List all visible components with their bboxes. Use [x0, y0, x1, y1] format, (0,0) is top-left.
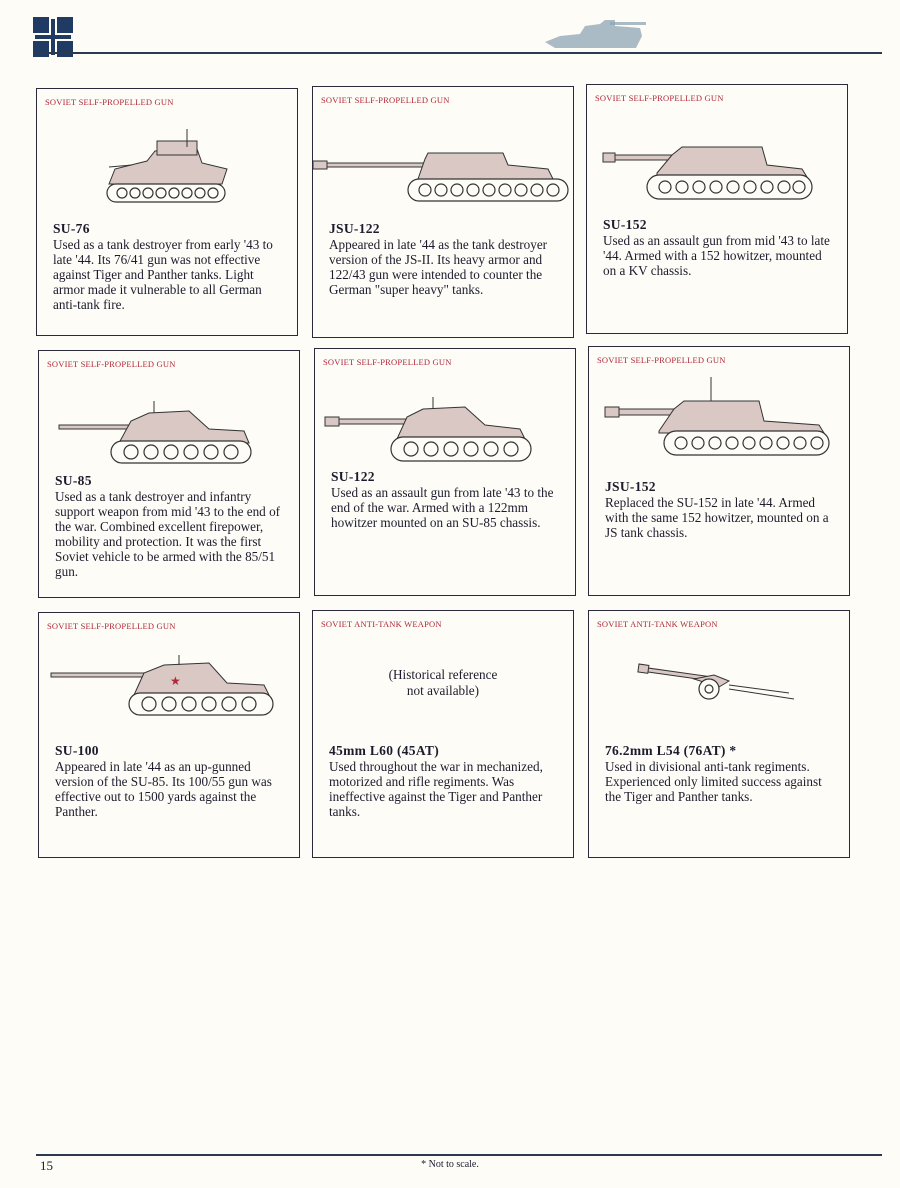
card-category: SOVIET SELF-PROPELLED GUN	[47, 359, 176, 369]
card-name: 45mm L60 (45AT)	[329, 743, 439, 758]
card-name: SU-122	[331, 469, 375, 484]
card-category: SOVIET SELF-PROPELLED GUN	[323, 357, 452, 367]
card-description: Used as a tank destroyer from early '43 to late '44. Its 76/41 gun was not effective against Tiger and Panther tanks. Light armor made it vulnerable to all German anti-tank fire.	[53, 237, 273, 312]
tank-silhouette-icon	[540, 14, 650, 54]
footer-rule	[36, 1154, 882, 1156]
card-description: Used in divisional anti-tank regiments. Experienced only limited success against the Tiger and Panther tanks.	[605, 759, 822, 804]
historical-reference-placeholder: (Historical reference not available)	[388, 667, 498, 698]
jsu-122-illustration	[313, 87, 575, 217]
iron-cross-icon	[33, 17, 73, 57]
header-rule	[36, 52, 882, 54]
su-85-illustration	[39, 351, 301, 481]
su-152-illustration	[587, 85, 849, 215]
jsu-152-illustration	[589, 347, 851, 477]
card-jsu-122	[312, 86, 574, 338]
card-name: JSU-152	[605, 479, 656, 494]
footnote: * Not to scale.	[421, 1159, 479, 1170]
76mm-at-gun-illustration	[589, 611, 851, 741]
card-name: SU-76	[53, 221, 90, 236]
su-122-illustration	[315, 349, 577, 479]
card-su-152	[586, 84, 848, 334]
card-name: JSU-122	[329, 221, 380, 236]
card-category: SOVIET ANTI-TANK WEAPON	[597, 619, 718, 629]
card-su-85	[38, 350, 300, 598]
su-100-illustration	[39, 613, 301, 743]
card-description: Used as a tank destroyer and infantry support weapon from mid '43 to the end of the war. Combined excellent firepower, mobility and protection. It was the first Soviet vehicle to be armed with the 85/51 gun.	[55, 489, 281, 579]
card-45mm-l60	[312, 610, 574, 858]
card-jsu-152	[588, 346, 850, 596]
card-description: Appeared in late '44 as the tank destroyer version of the JS-II. Its heavy armor and 122/43 gun were intended to counter the German "super heavy" tanks.	[329, 237, 548, 297]
card-name: SU-152	[603, 217, 647, 232]
card-category: SOVIET SELF-PROPELLED GUN	[45, 97, 174, 107]
card-category: SOVIET SELF-PROPELLED GUN	[47, 621, 176, 631]
page-number: 15	[40, 1158, 53, 1173]
svg-text:★: ★	[170, 674, 181, 688]
card-name: 76.2mm L54 (76AT) *	[605, 743, 737, 758]
card-category: SOVIET ANTI-TANK WEAPON	[321, 619, 442, 629]
card-category: SOVIET SELF-PROPELLED GUN	[597, 355, 726, 365]
card-description: Used throughout the war in mechanized, motorized and rifle regiments. Was ineffective against the Tiger and Panther tanks.	[329, 759, 543, 819]
card-description: Used as an assault gun from mid '43 to late '44. Armed with a 152 howitzer, mounted on a KV chassis.	[603, 233, 830, 278]
card-su-122	[314, 348, 576, 596]
card-description: Appeared in late '44 as an up-gunned version of the SU-85. Its 100/55 gun was effective out to 1500 yards against the Panther.	[55, 759, 272, 819]
su-76-illustration	[37, 89, 299, 219]
card-name: SU-85	[55, 473, 92, 488]
card-su-76	[36, 88, 298, 336]
card-name: SU-100	[55, 743, 99, 758]
card-description: Replaced the SU-152 in late '44. Armed with the same 152 howitzer, mounted on a JS tank chassis.	[605, 495, 829, 540]
card-category: SOVIET SELF-PROPELLED GUN	[595, 93, 724, 103]
card-description: Used as an assault gun from late '43 to the end of the war. Armed with a 122mm howitzer mounted on an SU-85 chassis.	[331, 485, 554, 530]
card-category: SOVIET SELF-PROPELLED GUN	[321, 95, 450, 105]
card-76mm-l54	[588, 610, 850, 858]
card-su-100	[38, 612, 300, 858]
